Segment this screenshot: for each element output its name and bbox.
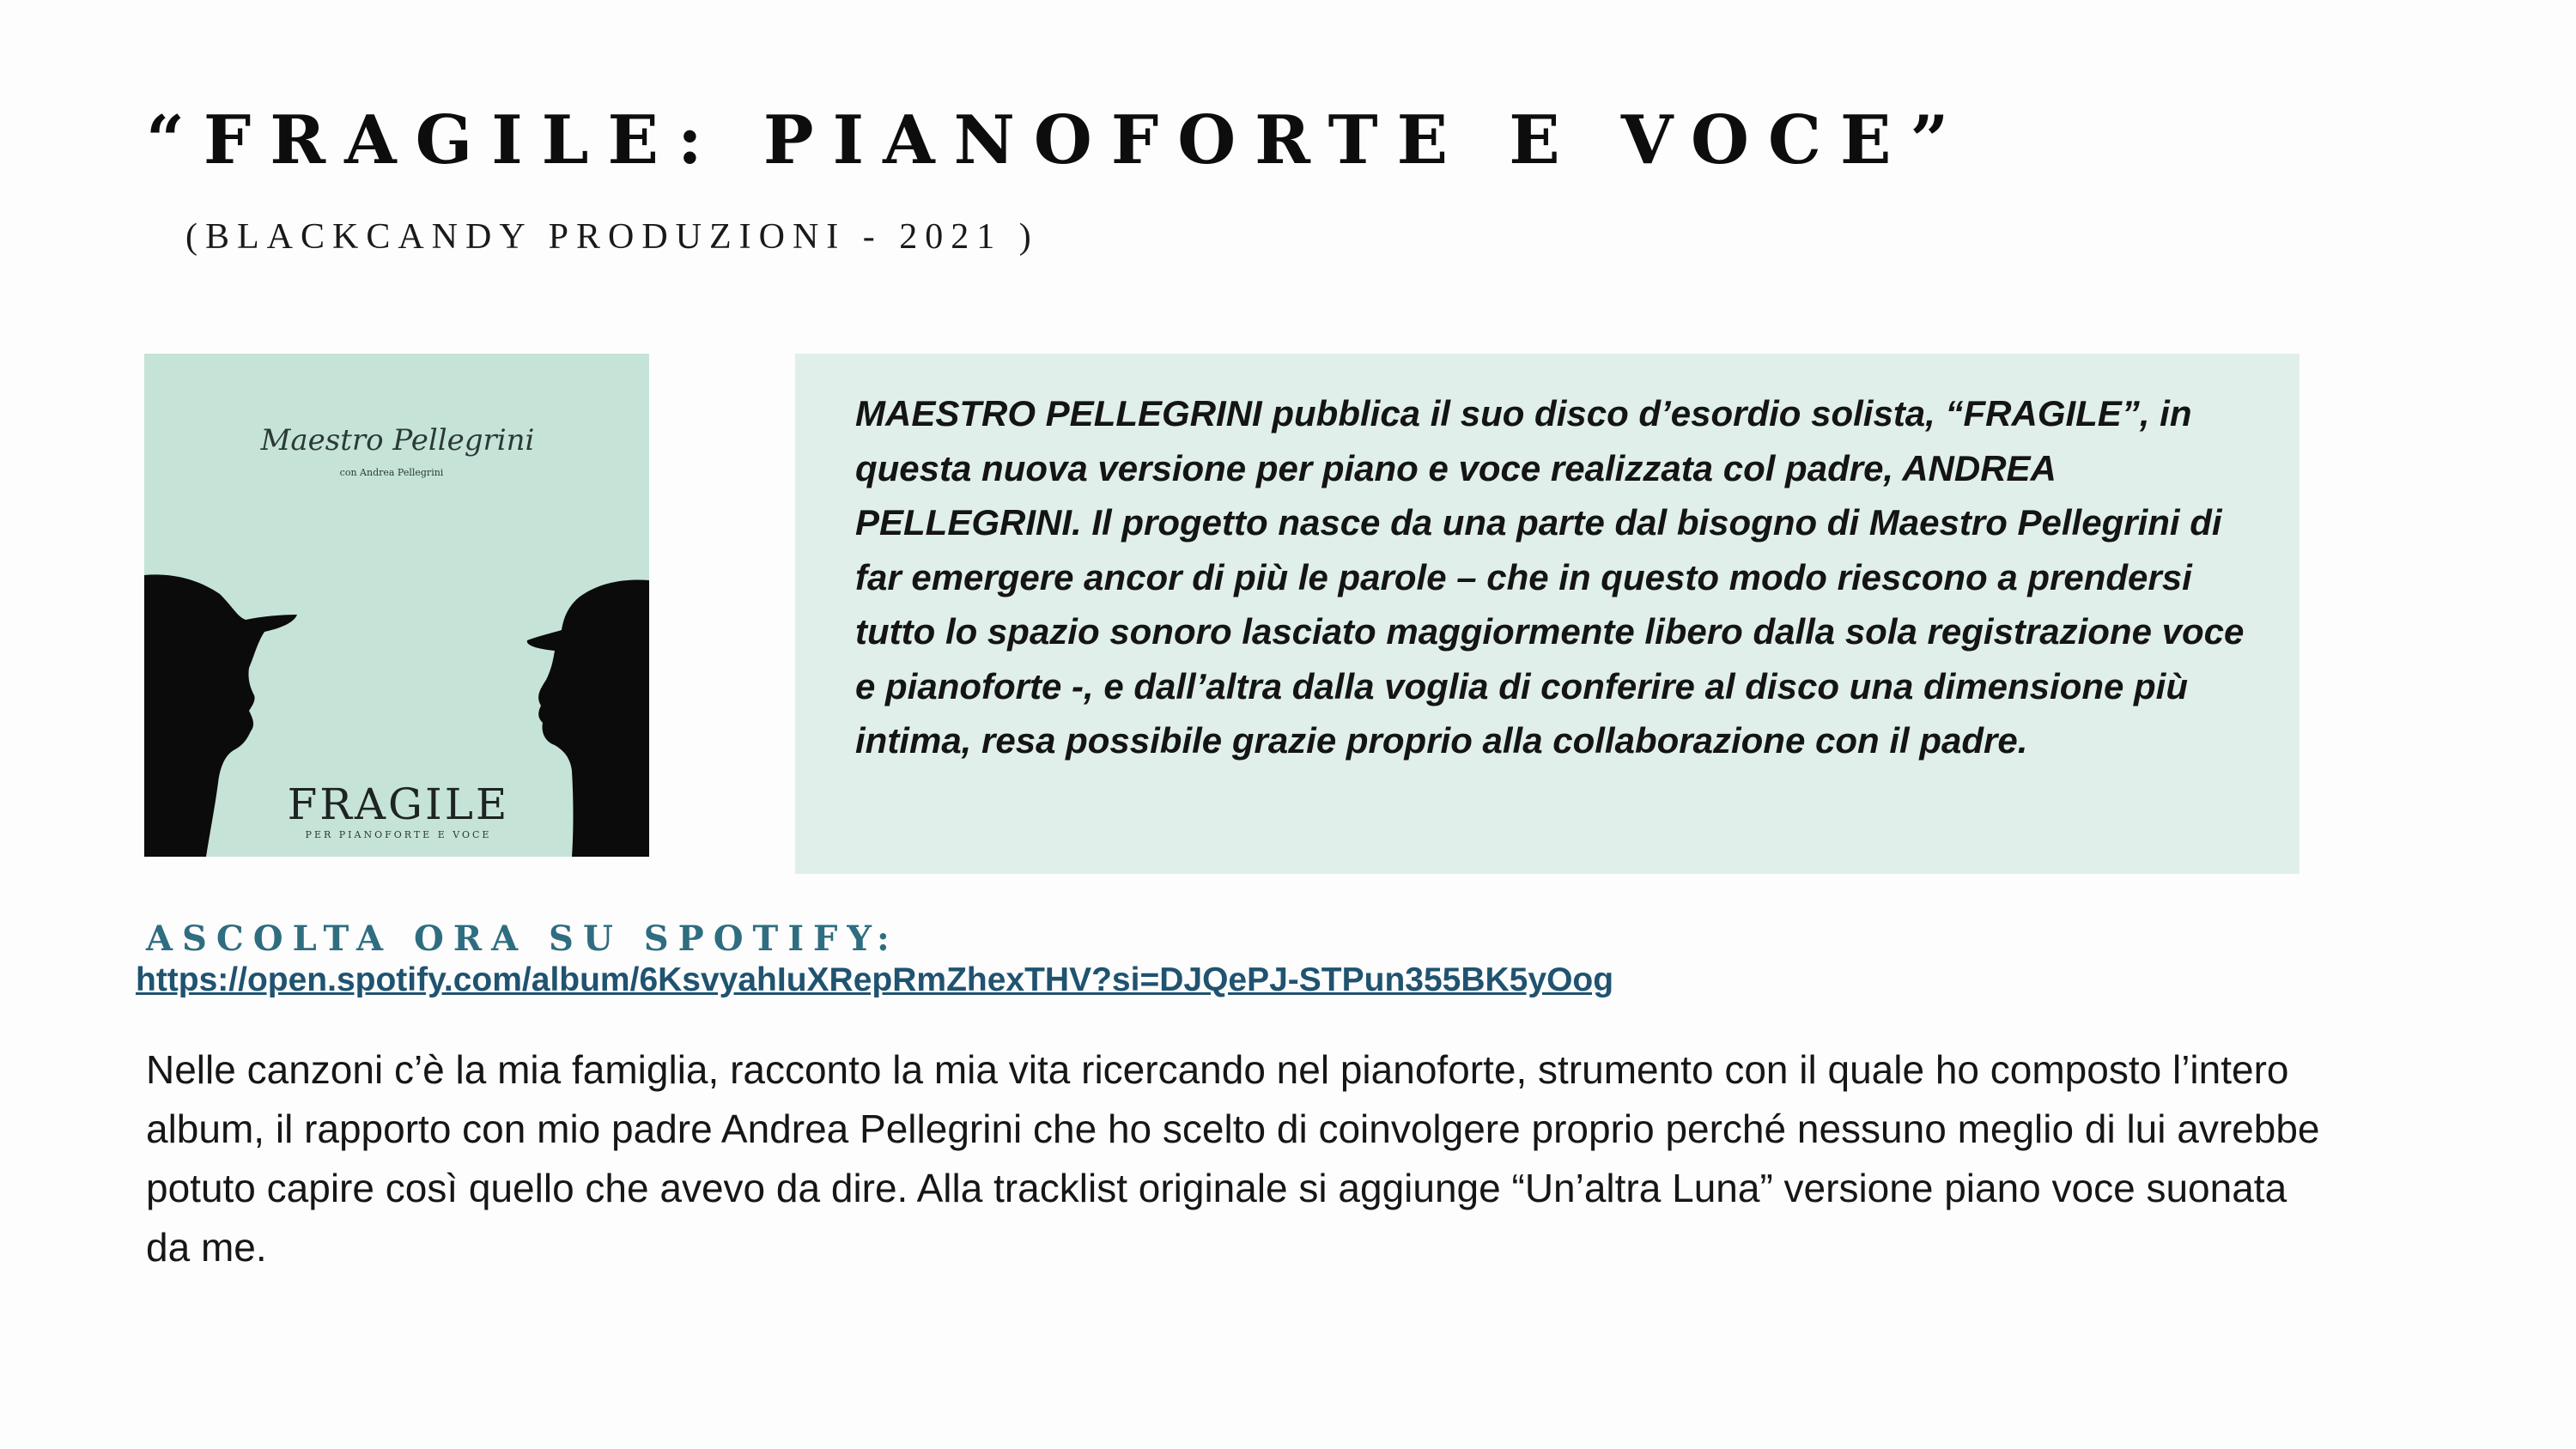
page-subtitle: (BLACKCANDY PRODUZIONI - 2021 ) bbox=[185, 217, 1039, 257]
body-paragraph: Nelle canzoni c’è la mia famiglia, racconto la mia vita ricercando nel pianoforte, strumento con il quale ho composto l’intero album, il rapporto con mio padre Andrea Pellegrini che ho scelto di coinvolgere proprio perché nessuno meglio di lui avrebbe potuto capire così quello che avevo da dire. Alla tracklist originale si aggiunge “Un’altra Luna” versione piano voce suonata da me. bbox=[146, 1047, 2320, 1270]
description-text: MAESTRO PELLEGRINI pubblica il suo disco d’esordio solista, “FRAGILE”, in questa nuova versione per piano e voce realizzata col padre, ANDREA PELLEGRINI. Il progetto nasce da una parte dal bisogno di Maestro Pellegrini di far emergere ancor di più le parole – che in questo modo riescono a prendersi tutto lo spazio sonoro lasciato maggiormente libero dalla sola registrazione voce e pianoforte -, e dall’altra dalla voglia di conferire al disco una dimensione più intima, resa possibile grazie proprio alla collaborazione con il padre. bbox=[855, 393, 2245, 761]
page-title: “FRAGILE: PIANOFORTE E VOCE” bbox=[146, 101, 1968, 179]
spotify-link[interactable]: https://open.spotify.com/album/6KsvyahIuXRepRmZhexTHV?si=DJQePJ-STPun355BK5yOog bbox=[136, 961, 1614, 998]
description-box bbox=[795, 354, 2300, 874]
cover-album-sub: PER PIANOFORTE E VOCE bbox=[305, 829, 492, 840]
album-cover bbox=[144, 354, 649, 857]
cover-artist-sub: con Andrea Pellegrini bbox=[339, 467, 444, 478]
cover-album-title: FRAGILE bbox=[287, 779, 510, 829]
spotify-label: ASCOLTA ORA SU SPOTIFY: bbox=[146, 919, 899, 959]
cover-artist-script: Maestro Pellegrini bbox=[260, 423, 535, 458]
